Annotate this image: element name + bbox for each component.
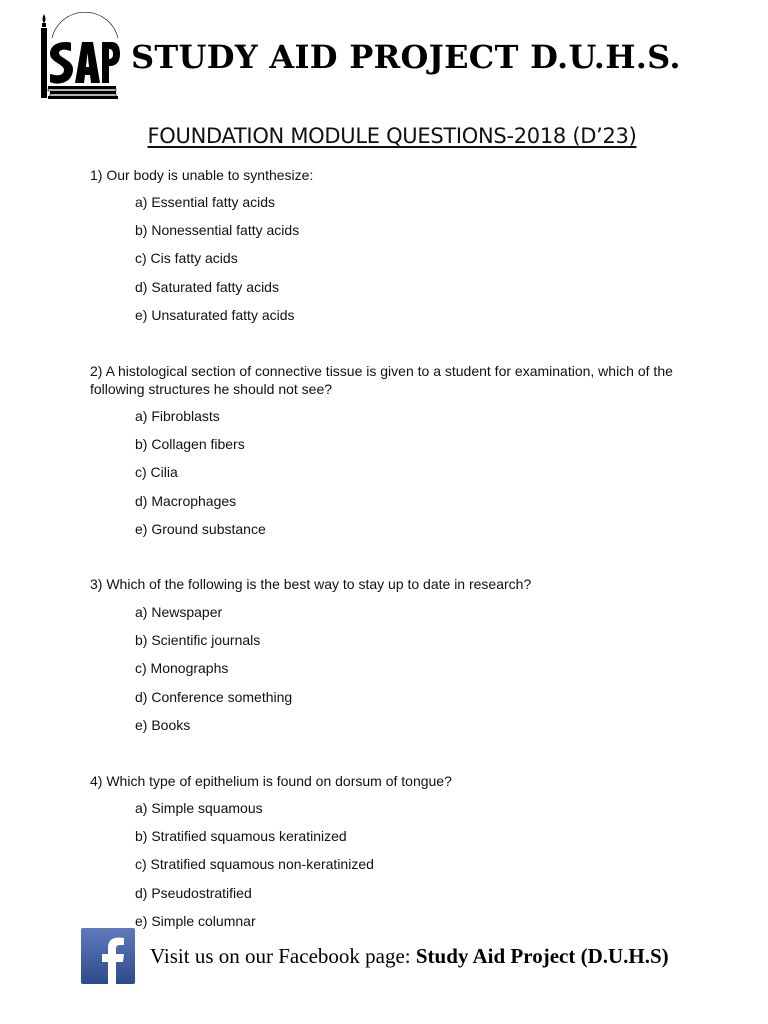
- question-2: 2) A histological section of connective tissue is given to a student for examination, which of the following structures he should not see?: [90, 363, 673, 397]
- option-3a: a) Newspaper: [135, 604, 223, 620]
- option-4a: a) Simple squamous: [135, 800, 263, 816]
- option-3c: c) Monographs: [135, 660, 229, 677]
- option-3d: d) Conference something: [135, 688, 293, 705]
- facebook-footer: [150, 944, 669, 969]
- question-1: 1) Our body is unable to synthesize:: [90, 167, 314, 183]
- option-1b: b) Nonessential fatty acids: [135, 222, 300, 239]
- brand-title: STUDY AID PROJECT D.U.H.S.: [131, 38, 681, 76]
- question-4-options: [135, 799, 374, 940]
- option-4b: b) Stratified squamous keratinized: [135, 828, 347, 845]
- option-2c: c) Cilia: [135, 464, 178, 481]
- option-2d: d) Macrophages: [135, 492, 237, 509]
- option-2a: a) Fibroblasts: [135, 408, 220, 424]
- isap-logo: [38, 12, 120, 102]
- option-1d: d) Saturated fatty acids: [135, 278, 279, 295]
- question-1-options: [135, 193, 299, 334]
- document-title: FOUNDATION MODULE QUESTIONS-2018 (D’23): [147, 124, 637, 148]
- question-3: 3) Which of the following is the best way to stay up to date in research?: [90, 576, 532, 592]
- option-2b: b) Collagen fibers: [135, 436, 245, 453]
- question-4: 4) Which type of epithelium is found on dorsum of tongue?: [90, 773, 452, 789]
- footer-text: Visit us on our Facebook page:: [150, 944, 416, 968]
- question-3-options: [135, 603, 292, 744]
- option-2e: e) Ground substance: [135, 520, 266, 537]
- option-4c: c) Stratified squamous non-keratinized: [135, 856, 374, 873]
- option-3b: b) Scientific journals: [135, 632, 261, 649]
- facebook-page-link[interactable]: Study Aid Project (D.U.H.S): [415, 944, 669, 968]
- facebook-icon[interactable]: [81, 928, 135, 984]
- option-4e: e) Simple columnar: [135, 912, 256, 929]
- question-2-options: [135, 407, 266, 548]
- option-1e: e) Unsaturated fatty acids: [135, 306, 295, 323]
- option-4d: d) Pseudostratified: [135, 884, 252, 901]
- option-1c: c) Cis fatty acids: [135, 250, 238, 267]
- option-3e: e) Books: [135, 716, 191, 733]
- option-1a: a) Essential fatty acids: [135, 194, 276, 210]
